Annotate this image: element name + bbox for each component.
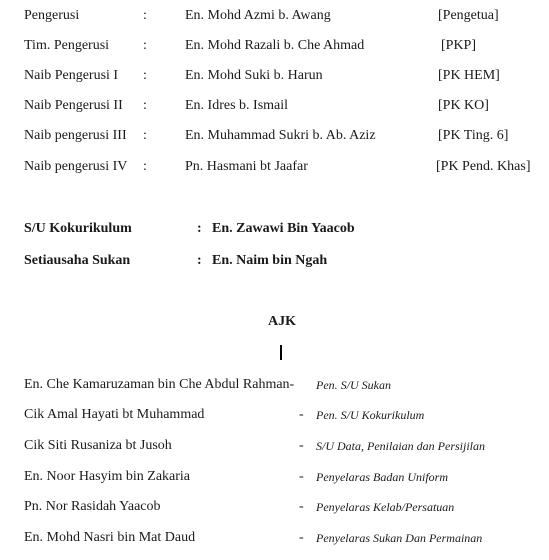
colon: : [143,128,147,143]
colon: : [143,98,147,113]
role-label: Tim. Pengerusi [24,38,110,53]
member-name: Cik Amal Hayati bt Muhammad [24,407,205,422]
section-heading: AJK [268,314,296,329]
member-name: En. Idres b. Ismail [185,98,289,113]
dash: - [299,438,304,453]
dash: - [299,407,304,422]
colon: : [143,68,147,83]
post-label: [PK HEM] [438,68,500,83]
role-label: S/U Kokurikulum [24,221,132,236]
member-name: En. Che Kamaruzaman bin Che Abdul Rahman- [24,377,295,392]
duty-label: Penyelaras Badan Uniform [316,470,448,484]
colon: : [197,221,202,236]
role-label: Naib pengerusi III [24,128,127,143]
member-name: En. Mohd Azmi b. Awang [185,8,331,23]
duty-label: Pen. S/U Kokurikulum [316,408,425,422]
colon: : [143,8,147,23]
member-name: Cik Siti Rusaniza bt Jusoh [24,438,172,453]
duty-label: Pen. S/U Sukan [316,378,391,392]
duty-label: Penyelaras Kelab/Persatuan [316,500,455,514]
role-label: Naib Pengerusi I [24,68,119,83]
dash: - [299,499,304,514]
member-name: En. Muhammad Sukri b. Ab. Aziz [185,128,376,143]
member-name: En. Zawawi Bin Yaacob [212,221,355,236]
duty-label: Penyelaras Sukan Dan Permainan [316,531,483,545]
duty-label: S/U Data, Penilaian dan Persijilan [316,439,485,453]
post-label: [Pengetua] [438,8,499,23]
post-label: [PK KO] [438,98,489,113]
post-label: [PK Pend. Khas] [436,159,531,174]
member-name: En. Mohd Razali b. Che Ahmad [185,38,365,53]
post-label: [PKP] [441,38,477,53]
colon: : [143,38,147,53]
role-label: Pengerusi [24,8,80,23]
role-label: Setiausaha Sukan [24,253,131,268]
post-label: [PK Ting. 6] [438,128,509,143]
member-name: En. Noor Hasyim bin Zakaria [24,469,191,484]
member-name: En. Mohd Nasri bin Mat Daud [24,530,196,545]
role-label: Naib pengerusi IV [24,159,128,174]
member-name: Pn. Nor Rasidah Yaacob [24,499,161,514]
member-name: Pn. Hasmani bt Jaafar [185,159,308,174]
text-cursor [280,345,282,360]
member-name: En. Mohd Suki b. Harun [185,68,323,83]
colon: : [197,253,202,268]
colon: : [143,159,147,174]
dash: - [299,469,304,484]
dash: - [299,530,304,545]
member-name: En. Naim bin Ngah [212,253,328,268]
role-label: Naib Pengerusi II [24,98,123,113]
